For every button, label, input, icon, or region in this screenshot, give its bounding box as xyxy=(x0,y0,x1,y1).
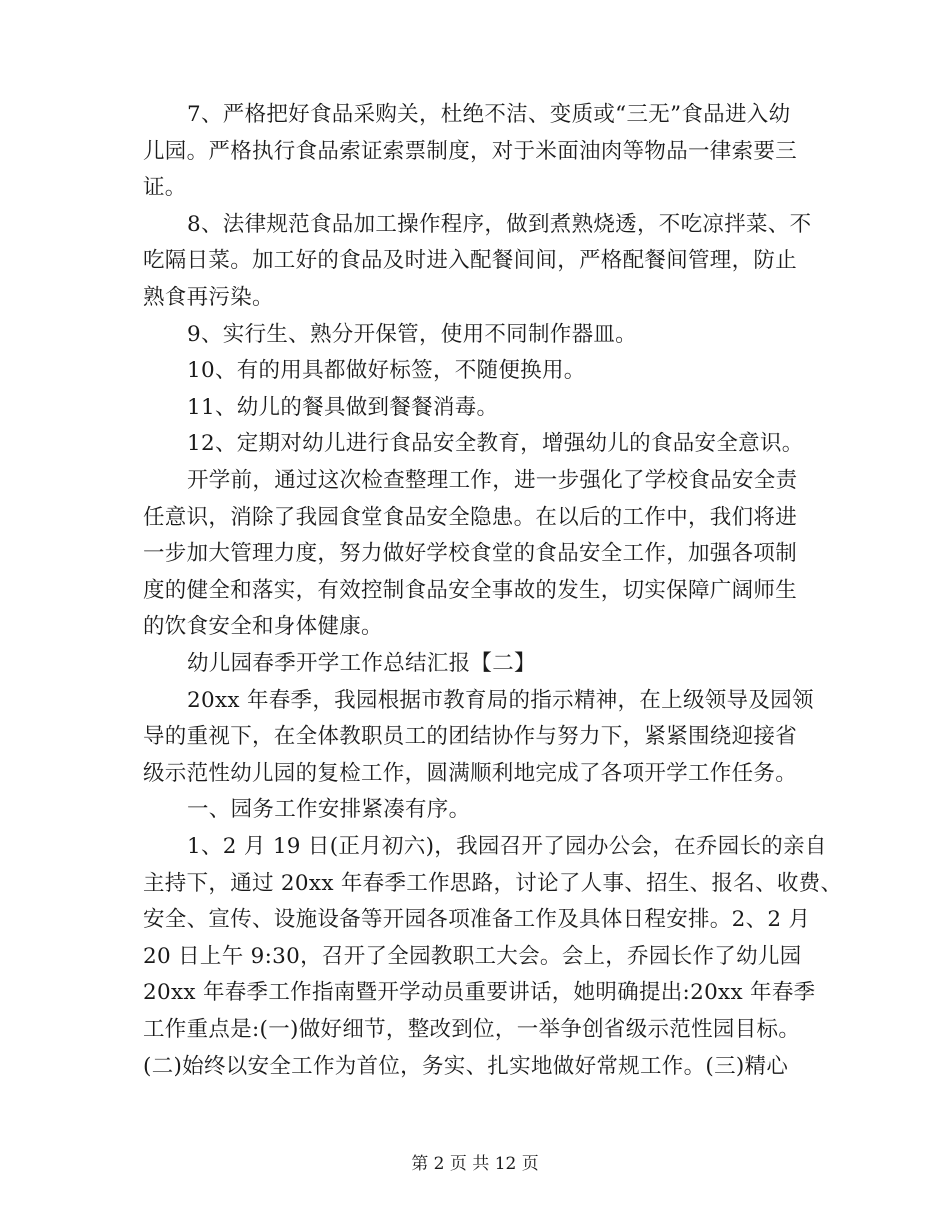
paragraph-first-line: 12、定期对幼儿进行食品安全教育，增强幼儿的食品安全意识。 xyxy=(187,431,804,457)
paragraph-line: 主持下，通过 20xx 年春季工作思路，讨论了人事、招生、报名、收费、 xyxy=(143,870,843,896)
paragraph-line: 20 日上午 9:30，召开了全园教职工大会。会上，乔园长作了幼儿园 xyxy=(143,943,802,969)
paragraph-line: 的饮食安全和身体健康。 xyxy=(143,614,383,640)
paragraph-line: 一步加大管理力度，努力做好学校食堂的食品安全工作，加强各项制 xyxy=(143,541,798,567)
paragraph-line: 任意识，消除了我园食堂食品安全隐患。在以后的工作中，我们将进 xyxy=(143,504,798,530)
paragraph-line: 导的重视下，在全体教职员工的团结协作与努力下，紧紧围绕迎接省 xyxy=(143,724,798,750)
paragraph-first-line: 一、园务工作安排紧凑有序。 xyxy=(187,797,471,823)
paragraph-line: 儿园。严格执行食品索证索票制度，对于米面油肉等物品一律索要三 xyxy=(143,138,798,164)
paragraph-first-line: 10、有的用具都做好标签，不随便换用。 xyxy=(187,358,586,384)
paragraph-line: 度的健全和落实，有效控制食品安全事故的发生，切实保障广阔师生 xyxy=(143,577,798,603)
paragraph-first-line: 11、幼儿的餐具做到餐餐消毒。 xyxy=(187,394,499,420)
paragraph-line: 证。 xyxy=(143,175,187,201)
paragraph-line: 20xx 年春季工作指南暨开学动员重要讲话，她明确提出:20xx 年春季 xyxy=(143,980,816,1006)
paragraph-first-line: 8、法律规范食品加工操作程序，做到煮熟烧透，不吃凉拌菜、不 xyxy=(187,211,812,237)
paragraph-line: 工作重点是:(一)做好细节，整改到位，一举争创省级示范性园目标。 xyxy=(143,1017,801,1042)
paragraph-first-line: 7、严格把好食品采购关，杜绝不洁、变质或“三无”食品进入幼 xyxy=(187,102,791,127)
paragraph-line: 熟食再污染。 xyxy=(143,285,274,310)
paragraph-line: 级示范性幼儿园的复检工作，圆满顺利地完成了各项开学工作任务。 xyxy=(143,760,798,786)
paragraph-line: (二)始终以安全工作为首位，务实、扎实地做好常规工作。(三)精心 xyxy=(143,1053,789,1079)
paragraph-first-line: 9、实行生、熟分开保管，使用不同制作器皿。 xyxy=(187,321,637,347)
paragraph-first-line: 开学前，通过这次检查整理工作，进一步强化了学校食品安全责 xyxy=(187,468,798,493)
page-footer: 第 2 页 共 12 页 xyxy=(411,1154,539,1174)
paragraph-first-line: 1、2 月 19 日(正月初六)，我园召开了园办公会，在乔园长的亲自 xyxy=(187,834,827,859)
paragraph-line: 安全、宣传、设施设备等开园各项准备工作及具体日程安排。2、2 月 xyxy=(143,907,811,933)
paragraph-first-line: 20xx 年春季，我园根据市教育局的指示精神，在上级领导及园领 xyxy=(187,687,814,713)
paragraph-first-line: 幼儿园春季开学工作总结汇报【二】 xyxy=(187,651,536,676)
paragraph-line: 吃隔日菜。加工好的食品及时进入配餐间间，严格配餐间管理，防止 xyxy=(143,248,798,274)
